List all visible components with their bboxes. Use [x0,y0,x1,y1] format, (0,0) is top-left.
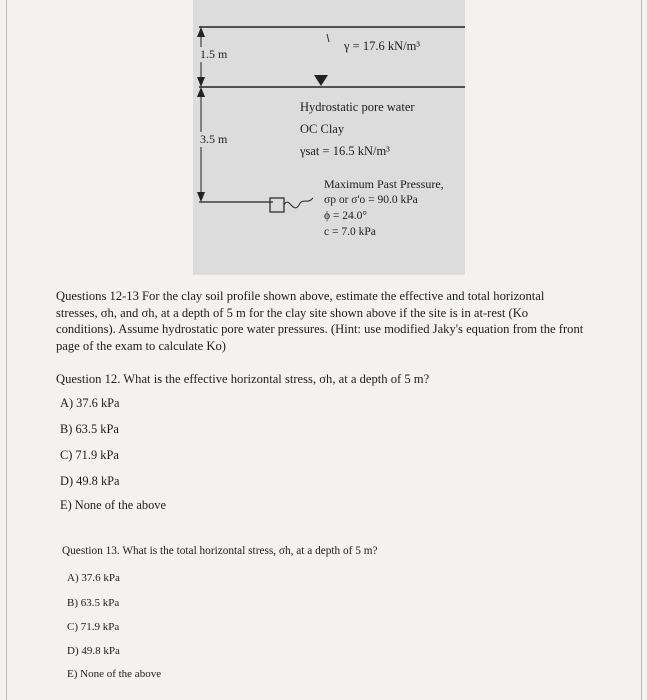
layer-line-2: OC Clay [300,122,345,136]
friction-angle-value: ϕ = 24.0° [324,210,368,222]
arrow-up-icon [197,27,205,37]
depth-label-top: 1.5 m [200,47,228,61]
arrow-up-icon-2 [197,87,205,97]
past-pressure-value: σp or σ'o = 90.0 kPa [324,194,418,206]
q13-option-b: B) 63.5 kPa [67,597,120,609]
layer-line-1: Hydrostatic pore water [300,100,415,114]
arrow-down-icon-2 [197,192,205,202]
left-frame-line [6,0,7,700]
leader-squiggle [284,198,313,208]
questions-intro: Questions 12-13 For the clay soil profile shown above, estimate the effective and total horizontal stresses, σh, and σh, at a depth of 5 m for the clay site shown above if the site is in at-rest (Ko conditions). Assume hydrostatic pore water pressures. (Hint: use modified Jaky's equation from the front page of the exam to calculate Ko) [56,289,584,353]
q13-option-a: A) 37.6 kPa [67,572,120,584]
q13-option-d: D) 49.8 kPa [67,645,120,657]
q13-option-c: C) 71.9 kPa [67,621,120,633]
q12-option-c: C) 71.9 kPa [60,448,119,462]
q13-option-e: E) None of the above [67,668,162,680]
q12-option-a: A) 37.6 kPa [60,396,120,410]
cohesion-value: c = 7.0 kPa [324,226,376,238]
question-12: Question 12. What is the effective horizontal stress, σh, at a depth of 5 m? [56,372,430,386]
unit-weight-label: γ = 17.6 kN/m³ [344,39,421,53]
right-frame-line [641,0,642,700]
q12-option-b: B) 63.5 kPa [60,422,119,436]
sample-square-icon [270,198,284,212]
q12-option-d: D) 49.8 kPa [60,474,120,488]
question-13: Question 13. What is the total horizontal stress, σh, at a depth of 5 m? [62,545,378,557]
depth-label-bottom: 3.5 m [200,132,228,146]
arrow-down-icon [197,77,205,87]
layer-line-3: γsat = 16.5 kN/m³ [300,144,390,158]
water-table-icon [314,75,328,86]
past-pressure-title: Maximum Past Pressure, [324,177,444,191]
soil-profile-figure [193,0,465,275]
tick-mark [327,34,329,42]
q12-option-e: E) None of the above [60,498,166,512]
